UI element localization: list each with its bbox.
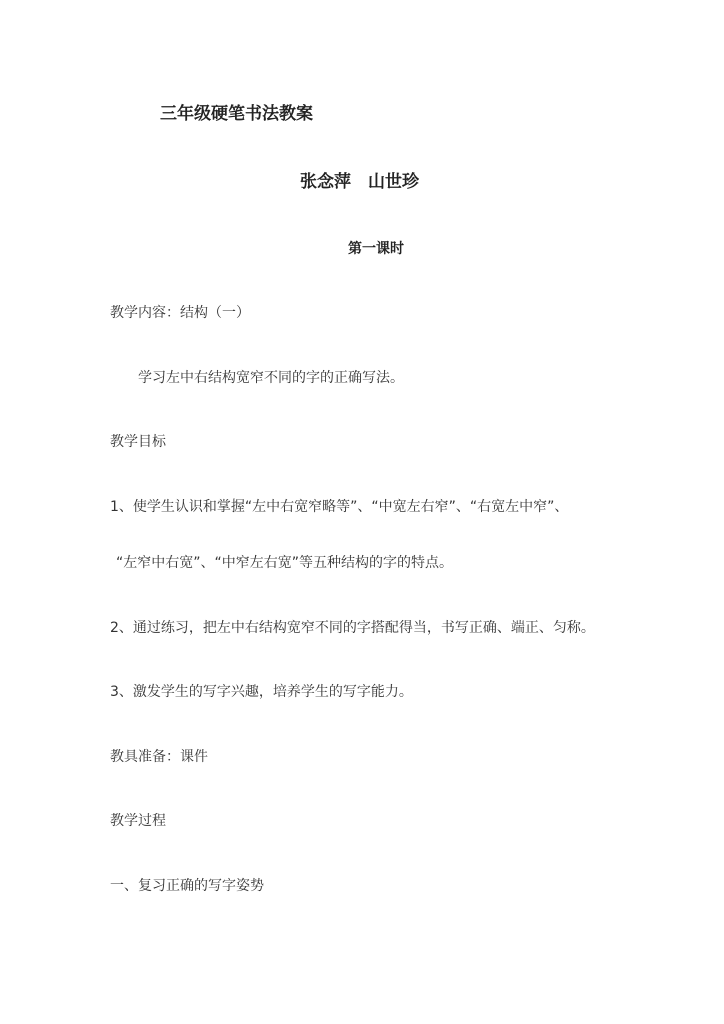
teaching-content-detail: 学习左中右结构宽窄不同的字的正确写法。: [138, 370, 404, 386]
teaching-process-heading: 教学过程: [110, 813, 166, 829]
lesson-heading: 第一课时: [348, 241, 404, 257]
process-step-1: 一、复习正确的写字姿势: [110, 878, 264, 894]
goal-3: 3、激发学生的写字兴趣，培养学生的写字能力。: [110, 684, 413, 700]
teaching-goals-heading: 教学目标: [110, 434, 166, 450]
teaching-aids: 教具准备：课件: [110, 749, 208, 765]
document-authors: 张念萍 山世珍: [300, 172, 419, 192]
goal-1-line-2: “左窄中右宽”、“中窄左右宽”等五种结构的字的特点。: [116, 555, 454, 571]
goal-1-line-1: 1、使学生认识和掌握“左中右宽窄略等”、“中宽左右窄”、“右宽左中窄”、: [110, 499, 569, 515]
document-title: 三年级硬笔书法教案: [160, 104, 313, 124]
teaching-content: 教学内容：结构（一）: [110, 305, 250, 321]
goal-2: 2、通过练习，把左中右结构宽窄不同的字搭配得当，书写正确、端正、匀称。: [110, 620, 595, 636]
